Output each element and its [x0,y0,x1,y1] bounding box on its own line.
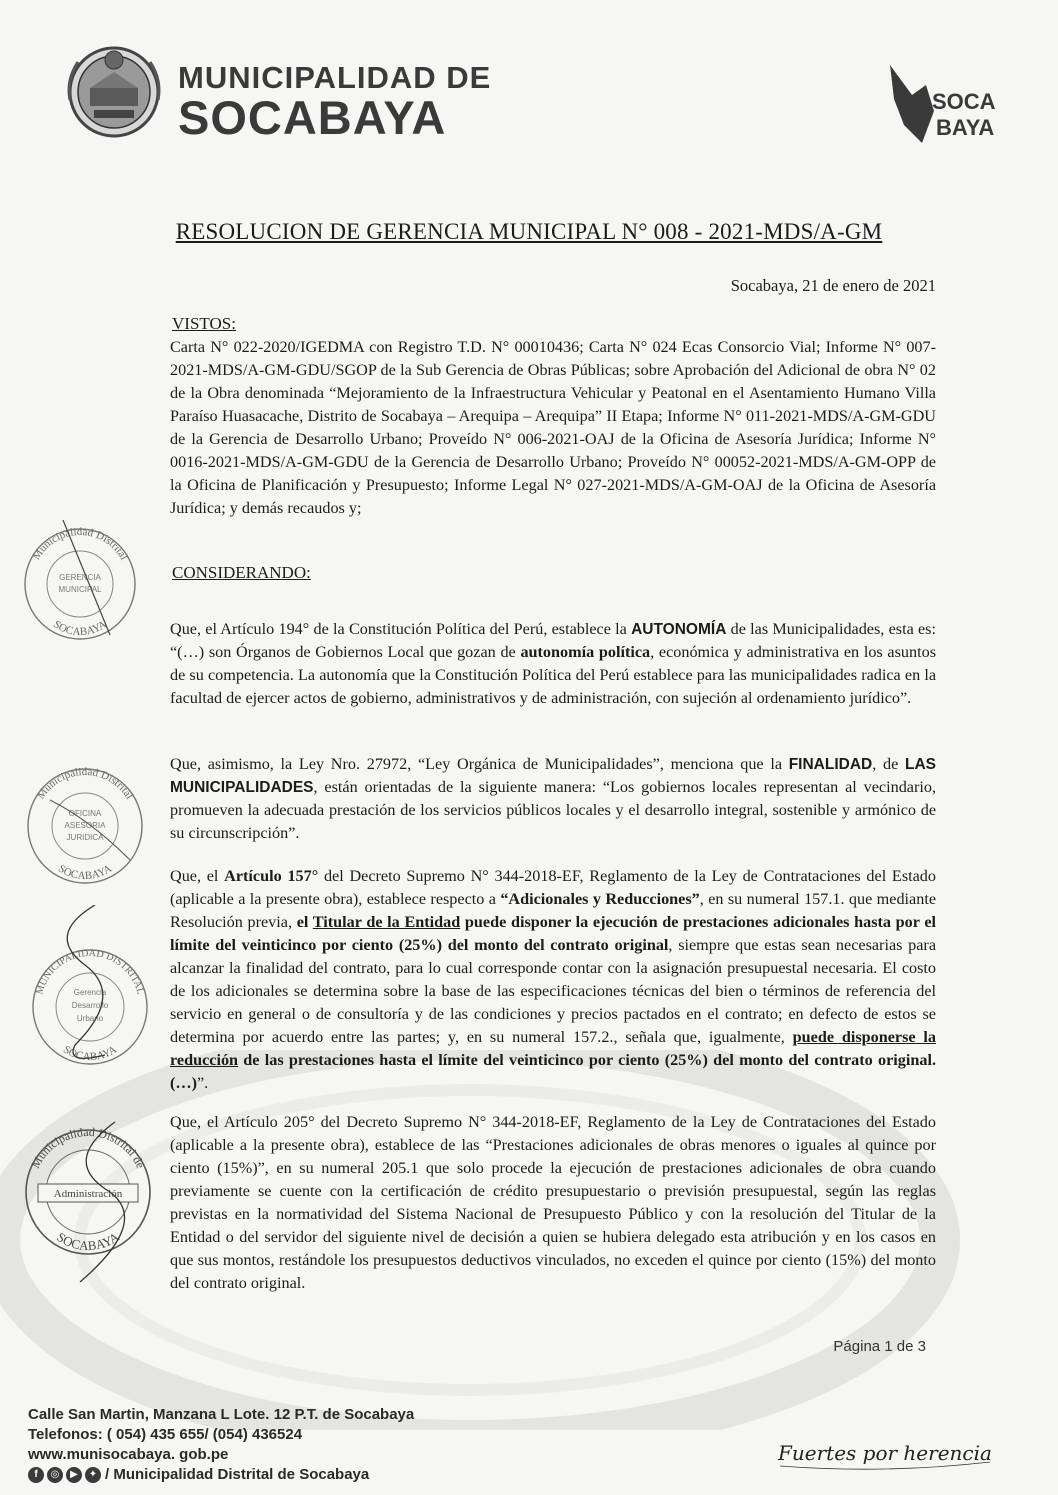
svg-text:OFICINA: OFICINA [68,809,102,818]
social-icons [28,1467,101,1483]
considerando-paragraph-3: Que, el Artículo 157° del Decreto Supremo N° 344-2018-EF, Reglamento de la Ley de Contrataciones del Estado (aplicable a la presente obra), establece respecto a “Adicionales y Reducciones”, en su numeral 157.1. que mediante Resolución previa, el Titular de la Entidad puede disponer la ejecución de prestaciones adicionales hasta por el límite del veinticinco por ciento (25%) del monto del contrato original, siempre que estas sean necesarias para alcanzar la finalidad del contrato, para lo cual corresponde contar con la asignación presupuestal necesaria. El costo de los adicionales se determina sobre la base de las especificaciones técnicas del bien o términos de referencia del servicio en general o de consultoría y de las condiciones y precios pactados en el contrato; en defecto de estos se determina por acuerdo entre las partes; y, en su numeral 157.2., señala que, igualmente, puede disponerse la reducción de las prestaciones hasta el límite del veinticinco por ciento (25%) del monto del contrato original. (…)”. [170,867,937,1092]
footer [28,1405,414,1485]
svg-text:Urbano: Urbano [76,1014,104,1023]
svg-text:SOCABAYA: SOCABAYA [54,1229,122,1254]
considerando-paragraph-1: Que, el Artículo 194° de la Constitución Política del Perú, establece la AUTONOMÍA de las Municipalidades, esta es: “(…) son Órganos de Gobiernos Local que gozan de autonomía política, económica y administrativa en los asuntos de su competencia. La autonomía que la Constitución Política del Perú establece para las municipalidades radica en la facultad de ejercer actos de gobierno, administrativos y de administración, con sujeción al ordenamiento jurídico”. [170,620,936,707]
svg-text:Gerencia: Gerencia [73,988,107,997]
seal-gerencia-desarrollo-urbano [25,905,155,1070]
footer-social [28,1465,414,1485]
seal-gerencia-municipal [15,520,145,640]
municipal-crest-logo [64,40,164,140]
footer-website: www.munisocabaya. gob.pe [28,1446,229,1463]
seal-administracion [20,1112,155,1292]
resolution-date: Socabaya, 21 de enero de 2021 [730,276,936,295]
instagram-icon: ◎ [47,1467,63,1483]
slogan-signature [776,1430,996,1475]
svg-text:Municipalidad Distrital: Municipalidad Distrital [30,525,130,563]
vistos-paragraph: Carta N° 022-2020/IGEDMA con Registro T.D. N° 00010436; Carta N° 024 Ecas Consorcio Vial; Informe N° 007-2021-MDS/A-GM-GDU/SGOP de la Sub Gerencia de Obras Públicas; sobre Aprobación del Adicional de obra N° 02 de la Obra denominada “Mejoramiento de la Infraestructura Vehicular y Peatonal en el Asentamiento Humano Villa Paraíso Huasacache, Distrito de Socabaya – Arequipa – Arequipa” II Etapa; Informe N° 011-2021-MDS/A-GM-GDU de la Gerencia de Desarrollo Urbano; Proveído N° 006-2021-OAJ de la Oficina de Asesoría Jurídica; Informe N° 0016-2021-MDS/A-GM-GDU de la Gerencia de Desarrollo Urbano; Proveído N° 00052-2021-MDS/A-GM-OPP de la Oficina de Planificación y Presupuesto; Informe Legal N° 027-2021-MDS/A-GM-OAJ de la Oficina de Asesoría Jurídica; y demás recaudos y; [170,338,936,517]
svg-text:MUNICIPALIDAD DISTRITAL: MUNICIPALIDAD DISTRITAL [34,947,146,996]
svg-text:JURIDICA: JURIDICA [66,833,104,842]
vistos-heading: VISTOS: [172,314,236,333]
facebook-icon: f [28,1467,44,1483]
svg-text:GERENCIA: GERENCIA [59,573,101,582]
seal-asesoria-juridica [20,760,150,885]
socabaya-brand-logo [882,55,1002,150]
twitter-icon: ✦ [85,1467,101,1483]
svg-text:Administración: Administración [53,1188,123,1200]
municipality-line2: SOCABAYA [178,91,447,144]
svg-text:Municipalidad Distrital de: Municipalidad Distrital de [28,1124,148,1171]
considerando-heading: CONSIDERANDO: [172,563,311,582]
municipality-name [178,62,491,142]
considerando-paragraph-2: Que, asimismo, la Ley Nro. 27972, “Ley Orgánica de Municipalidades”, menciona que la FINALIDAD, de LAS MUNICIPALIDADES, están orientadas de la siguiente manera: “Los gobiernos locales representan al vecindario, promueven la adecuada prestación de los servicios públicos locales y el desarrollo integral, sostenible y armónico de su circunscripción”. [170,755,936,842]
municipality-line1: MUNICIPALIDAD DE [178,60,492,95]
footer-social-label: / Municipalidad Distrital de Socabaya [105,1466,370,1483]
svg-text:Fuertes por herencia: Fuertes por herencia [778,1441,992,1465]
svg-text:MUNICIPAL: MUNICIPAL [58,585,102,594]
youtube-icon: ▶ [66,1467,82,1483]
considerando-paragraph-4: Que, el Artículo 205° del Decreto Supremo N° 344-2018-EF, Reglamento de la Ley de Contrataciones del Estado (aplicable a la presente obra), establece de las “Prestaciones adicionales de obras menores o iguales al quince por ciento (15%)”, en su numeral 205.1 que solo procede la ejecución de prestaciones adicionales de obra cuando previamente se cuente con la certificación de crédito presupuestario o previsión presupuestal, según las reglas previstas en la normatividad del Sistema Nacional de Presupuesto Público y con la resolución del Titular de la Entidad o del servidor del siguiente nivel de decisión a quien se hubiera delegado esta atribución y en los casos en que sus montos, restándole los presupuestos deductivos vinculados, no exceden el quince por ciento (15%) del monto del contrato original. [170,1113,936,1292]
svg-text:SOCABAYA: SOCABAYA [51,618,109,639]
svg-text:SOCABAYA: SOCABAYA [61,1043,119,1064]
svg-text:SOCABAYA: SOCABAYA [56,862,114,883]
svg-text:Municipalidad Distrital: Municipalidad Distrital [34,765,136,802]
brand-text-line2: BAYA [936,115,995,140]
brand-text-line1: SOCA [932,89,996,114]
resolution-title: RESOLUCION DE GERENCIA MUNICIPAL N° 008 - 2021-MDS/A-GM [175,219,883,244]
footer-phones: Telefonos: ( 054) 435 655/ (054) 436524 [28,1426,303,1443]
svg-text:ASESORIA: ASESORIA [64,821,106,830]
svg-text:Desarrollo: Desarrollo [71,1001,109,1010]
footer-address: Calle San Martin, Manzana L Lote. 12 P.T. de Socabaya [28,1406,415,1423]
page-number: Página 1 de 3 [833,1338,926,1355]
